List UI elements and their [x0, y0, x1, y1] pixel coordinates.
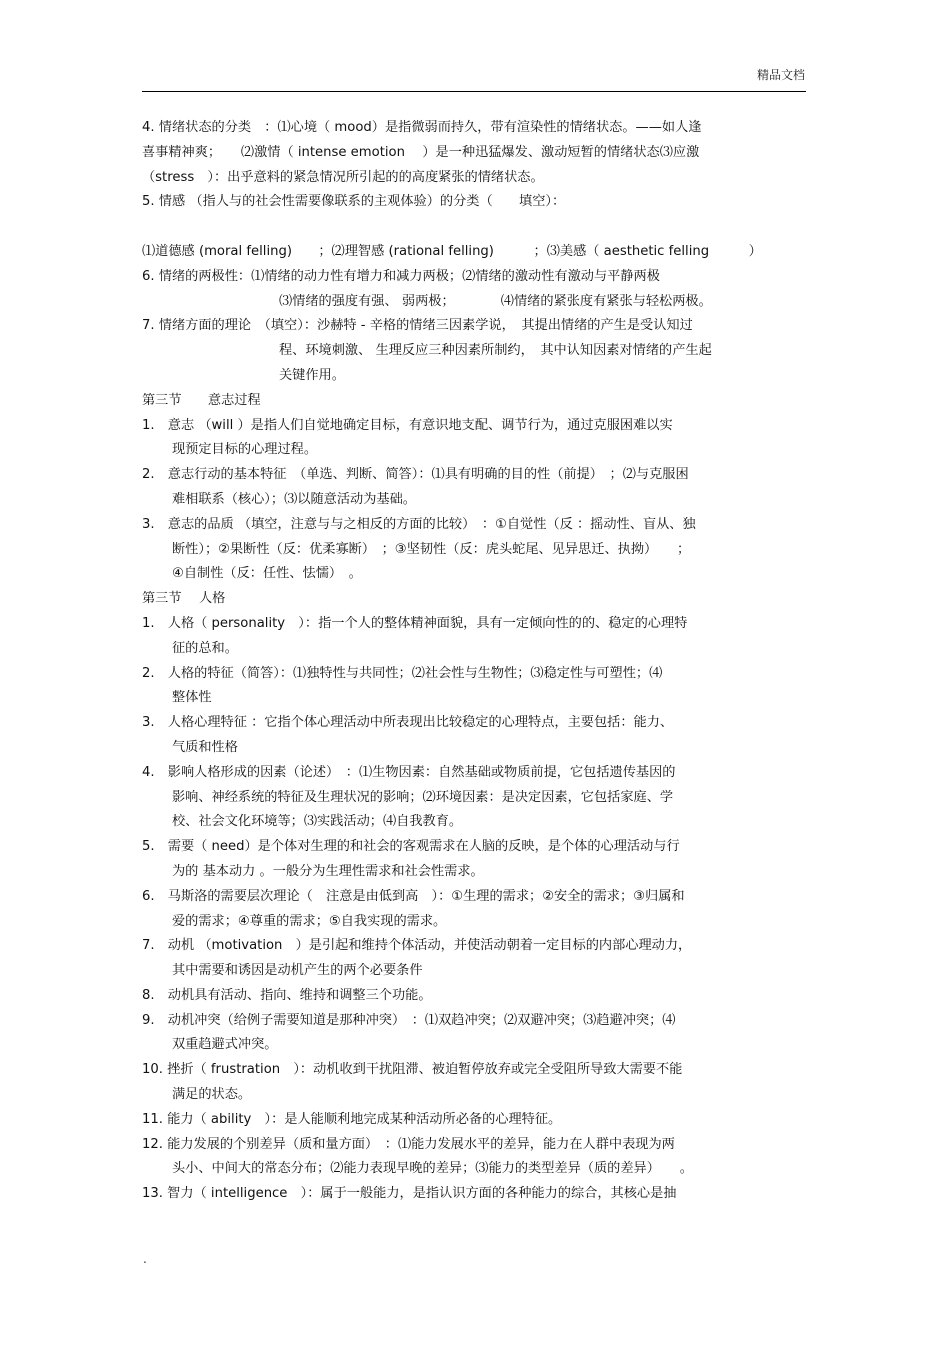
text-line: 5. 需要（ need）是个体对生理的和社会的客观需求在人脑的反映，是个体的心理活动与行: [142, 839, 680, 855]
text-line: （stress ）：出乎意料的紧急情况所引起的的高度紧张的情绪状态。: [142, 169, 544, 185]
text-line: 整体性: [172, 690, 212, 706]
text-line: 7. 情绪方面的理论 （填空）：沙赫特 - 辛格的情绪三因素学说， 其提出情绪的产生是受认知过: [142, 318, 693, 334]
text-line: 气质和性格: [172, 739, 238, 755]
text-line: 10. 挫折（ frustration ）：动机收到干扰阻滞、被迫暂停放弃或完全受阻所导致大需要不能: [142, 1062, 683, 1078]
footer-dot: .: [143, 1252, 147, 1266]
text-line: 关键作用。: [279, 367, 345, 383]
text-line: 5. 情感 （指人与的社会性需要像联系的主观体验）的分类（ 填空）：: [142, 194, 566, 210]
text-line: 为的 基本动力 。一般分为生理性需求和社会性需求。: [172, 863, 484, 879]
text-line: 爱的需求；④尊重的需求；⑤自我实现的需求。: [172, 913, 447, 929]
text-line: 9. 动机冲突（给例子需要知道是那种冲突） ：⑴双趋冲突；⑵双避冲突；⑶趋避冲突；⑷: [142, 1012, 676, 1028]
text-line: 3. 人格心理特征 ：它指个体心理活动中所表现出比较稳定的心理特点，主要包括：能力、: [142, 715, 674, 731]
text-line: 12. 能力发展的个别差异（质和量方面） ：⑴能力发展水平的差异，能力在人群中表现为两: [142, 1136, 675, 1152]
text-line: 13. 智力（ intelligence ）：属于一般能力，是指认识方面的各种能力的综合，其核心是抽: [142, 1186, 677, 1202]
text-line: 喜事精神爽； ⑵激情（ intense emotion ）是一种迅猛爆发、激动短暂的情绪状态⑶应激: [142, 144, 700, 160]
text-line: 4. 影响人格形成的因素（论述） ：⑴生物因素：自然基础或物质前提，它包括遗传基因的: [142, 764, 676, 780]
text-line: 其中需要和诱因是动机产生的两个必要条件: [172, 963, 423, 979]
blank-line: [142, 215, 812, 240]
section-heading: 第三节 人格: [142, 591, 226, 607]
text-line: 11. 能力（ ability ）：是人能顺利地完成某种活动所必备的心理特征。: [142, 1111, 562, 1127]
header-label: 精品文档: [756, 68, 805, 82]
text-line: 现预定目标的心理过程。: [172, 442, 318, 458]
text-line: 头小、中间大的常态分布；⑵能力表现早晚的差异；⑶能力的类型差异（质的差异） 。: [172, 1161, 693, 1177]
text-line: 校、社会文化环境等；⑶实践活动；⑷自我教育。: [172, 814, 463, 830]
text-line: 影响、神经系统的特征及生理状况的影响；⑵环境因素：是决定因素，它包括家庭、学: [172, 789, 674, 805]
text-line: 程、环境刺激、 生理反应三种因素所制约， 其中认知因素对情绪的产生起: [279, 343, 712, 359]
text-line: 断性）；②果断性（反：优柔寡断） ；③坚韧性（反：虎头蛇尾、见异思迁、执拗） ；: [172, 541, 691, 557]
text-line: ④自制性（反：任性、怯懦） 。: [172, 566, 362, 582]
text-line: 2. 人格的特征（简答）：⑴独特性与共同性；⑵社会性与生物性；⑶稳定性与可塑性；⑷: [142, 665, 663, 681]
text-line: 6. 马斯洛的需要层次理论（ 注意是由低到高 ）：①生理的需求；②安全的需求；③归属和: [142, 888, 685, 904]
text-line: 难相联系（核心）；⑶以随意活动为基础。: [172, 491, 416, 507]
text-line: ⑶情绪的强度有强、 弱两极； ⑷情绪的紧张度有紧张与轻松两极。: [279, 293, 712, 309]
text-line: 征的总和。: [172, 640, 238, 656]
text-line: 7. 动机 （motivation ）是引起和维持个体活动，并使活动朝着一定目标的内部心理动力，: [142, 938, 692, 954]
text-line: 3. 意志的品质 （填空，注意与与之相反的方面的比较） ：①自觉性（反 ：摇动性、盲从、独: [142, 516, 696, 532]
text-line: 1. 人格（ personality ）：指一个人的整体精神面貌，具有一定倾向性的的、稳定的心理特: [142, 615, 688, 631]
text-line: 满足的状态。: [172, 1087, 252, 1103]
text-line: ⑴道德感 (moral felling) ；⑵理智感 (rational felling) ；⑶美感（ aesthetic felling ）: [142, 243, 762, 259]
section-heading: 第三节 意志过程: [142, 392, 261, 408]
text-line: 4. 情绪状态的分类 ：⑴心境（ mood）是指微弱而持久，带有渲染性的情绪状态。——如人逢: [142, 120, 702, 135]
text-line: 8. 动机具有活动、指向、维持和调整三个功能。: [142, 987, 432, 1003]
text-line: 6. 情绪的两极性：⑴情绪的动力性有增力和减力两极；⑵情绪的激动性有激动与平静两极: [142, 268, 660, 284]
text-line: 1. 意志 （will ）是指人们自觉地确定目标，有意识地支配、调节行为，通过克服困难以实: [142, 417, 673, 433]
text-line: 2. 意志行动的基本特征 （单选、判断、简答）：⑴具有明确的目的性（前提） ；⑵与克服困: [142, 467, 689, 483]
document-body: [142, 116, 812, 1207]
header-rule: [142, 91, 806, 92]
text-line: 双重趋避式冲突。: [172, 1037, 278, 1053]
